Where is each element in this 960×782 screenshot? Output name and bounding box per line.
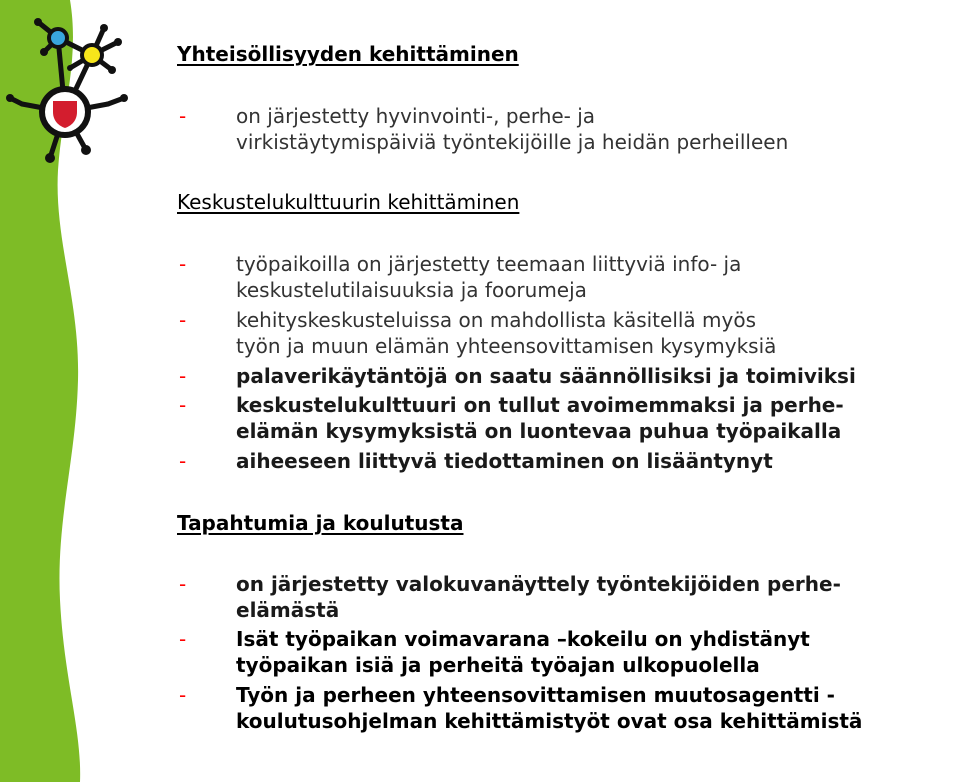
list-item [177, 392, 960, 444]
list-item [177, 571, 960, 623]
yellow-hub-node [82, 45, 102, 65]
list-item-text: kehityskeskusteluissa on mahdollista käsitellä myös työn ja muun elämän yhteensovittamisen kysymyksiä [236, 308, 777, 358]
bullet-dash: - [179, 572, 187, 596]
decorative-side-graphic [0, 0, 150, 782]
list-item [177, 363, 960, 389]
list-item [177, 307, 960, 359]
list-item-text: keskustelukulttuuri on tullut avoimemmaksi ja perhe- elämän kysymyksistä on luontevaa puhua työpaikalla [236, 393, 844, 443]
list-item-text: Työn ja perheen yhteensovittamisen muutosagentti - koulutusohjelman kehittämistyöt ovat osa kehittämistä [236, 683, 863, 733]
list-item-text: on järjestetty valokuvanäyttely työntekijöiden perhe- elämästä [236, 572, 841, 622]
list-item-text: aiheeseen liittyvä tiedottaminen on lisääntynyt [236, 449, 773, 473]
list-item [177, 626, 960, 678]
bullet-dash: - [179, 683, 187, 707]
list-item-text: on järjestetty hyvinvointi-, perhe- ja virkistäytymispäiviä työntekijöille ja heidän perheilleen [236, 104, 789, 154]
bullet-dash: - [179, 364, 187, 388]
list-item-text: Isät työpaikan voimavarana –kokeilu on yhdistänyt työpaikan isiä ja perheitä työajan ulkopuolella [236, 627, 810, 677]
list-item [177, 448, 960, 474]
bullet-dash: - [179, 308, 187, 332]
bullet-dash: - [179, 393, 187, 417]
list-item-text: työpaikoilla on järjestetty teemaan liittyviä info- ja keskustelutilaisuuksia ja foorumeja [236, 252, 742, 302]
heading-yhteisollisyys: Yhteisöllisyyden kehittäminen [177, 42, 519, 66]
bullet-dash: - [179, 252, 187, 276]
heading-tapahtumia: Tapahtumia ja koulutusta [177, 511, 464, 535]
blue-hub-node [49, 29, 67, 47]
heading-keskustelukulttuuri: Keskustelukulttuurin kehittäminen [177, 190, 520, 214]
list-item [177, 103, 960, 155]
list-item [177, 682, 960, 734]
bullet-dash: - [179, 627, 187, 651]
bullet-dash: - [179, 104, 187, 128]
list-item-text: palaverikäytäntöjä on saatu säännöllisiksi ja toimiviksi [236, 364, 856, 388]
bullet-dash: - [179, 449, 187, 473]
list-item [177, 251, 960, 303]
